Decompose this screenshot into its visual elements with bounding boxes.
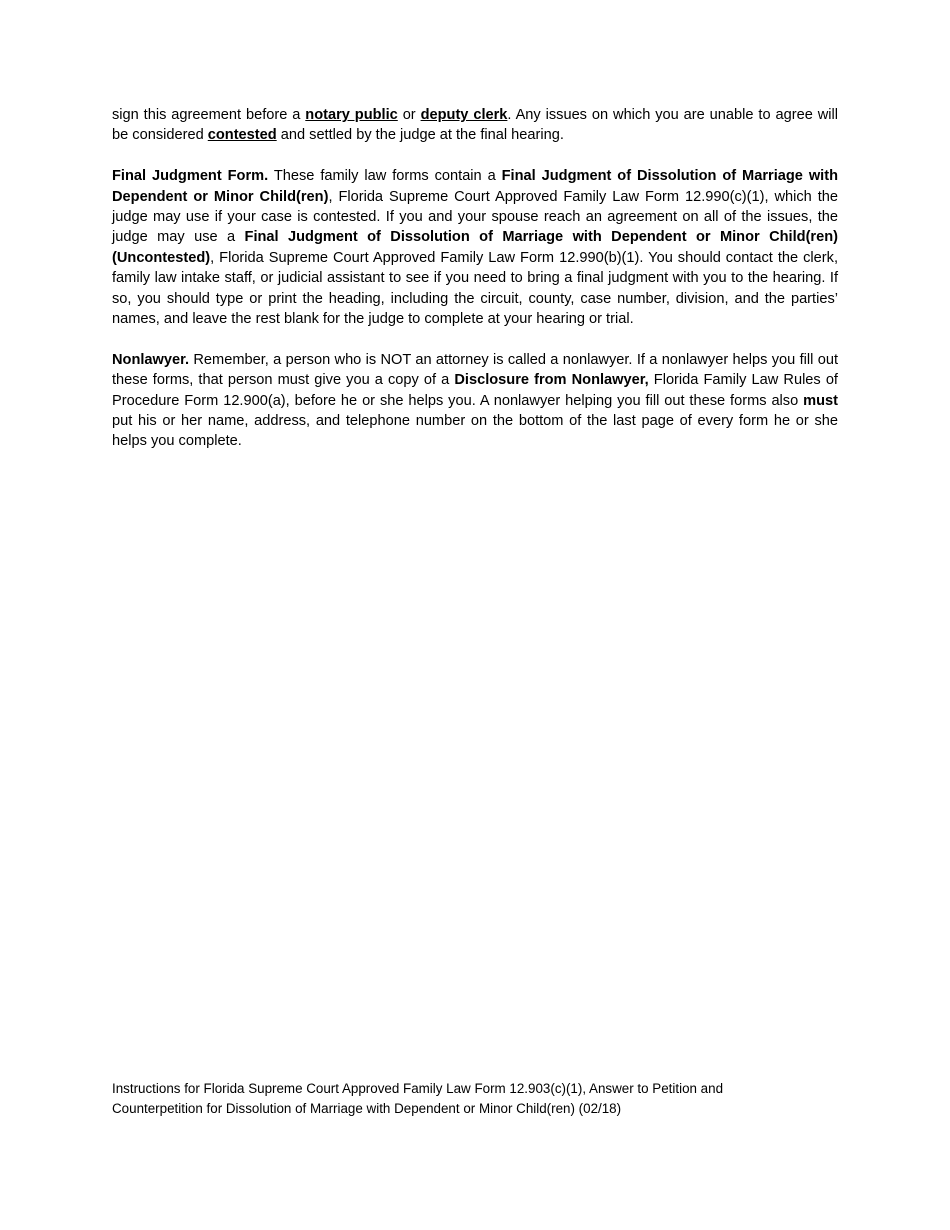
agreement-text-3: . Any issues on which you are unable to agree will be considered bbox=[112, 107, 838, 144]
final-judgment-text-3: , Florida Supreme Court Approved Family Law Form 12.990(b)(1). You should contact the clerk, family law intake staff, or judicial assistant to see if you need to bring a final judgment with you to the hearing. If so, you should type or print the heading, including the circuit, county, case number, division, and the parties’ names, and leave the rest blank for the judge to complete at your hearing or trial. bbox=[112, 249, 838, 328]
page-footer bbox=[112, 1079, 838, 1118]
disclosure-form-name: Disclosure from Nonlawyer, bbox=[454, 372, 649, 389]
agreement-text-2: or bbox=[397, 107, 421, 123]
final-judgment-form-name-contested: Final Judgment of Dissolution of Marriage with Dependent or Minor Child(ren) bbox=[112, 168, 838, 205]
nonlawyer-text-1: Remember, a person who is NOT an attorney is called a nonlawyer. If a nonlawyer helps you fill out these forms, that person must give you a copy of a bbox=[112, 351, 838, 389]
nonlawyer-text-3: put his or her name, address, and telephone number on the bottom of the last page of every form he or she helps you complete. bbox=[112, 413, 838, 450]
nonlawyer-heading: Nonlawyer. bbox=[112, 351, 190, 368]
final-judgment-form-name-uncontested: Final Judgment of Dissolution of Marriage with Dependent or Minor Child(ren) (Uncontested) bbox=[112, 229, 838, 266]
footer-line-2: Counterpetition for Dissolution of Marriage with Dependent or Minor Child(ren) (02/18) bbox=[112, 1100, 622, 1116]
footer-line-1: Instructions for Florida Supreme Court Approved Family Law Form 12.903(c)(1), Answer to Petition and bbox=[112, 1081, 724, 1096]
agreement-text-4: and settled by the judge at the final hearing. bbox=[276, 127, 564, 144]
agreement-paragraph bbox=[112, 105, 838, 146]
final-judgment-heading: Final Judgment Form. bbox=[112, 168, 269, 185]
final-judgment-text-2: , Florida Supreme Court Approved Family Law Form 12.990(c)(1), which the judge may use if your case is contested. If you and your spouse reach an agreement on all of the issues, the judge may use a bbox=[112, 188, 838, 246]
nonlawyer-text-2: Florida Family Law Rules of Procedure Form 12.900(a), before he or she helps you. A nonlawyer helping you fill out these forms also bbox=[112, 372, 838, 409]
final-judgment-text-1: These family law forms contain a bbox=[268, 168, 502, 185]
must-emphasis: must bbox=[803, 392, 838, 409]
final-judgment-paragraph bbox=[112, 166, 838, 329]
agreement-text-1: sign this agreement before a bbox=[112, 107, 306, 123]
deputy-clerk-term: deputy clerk bbox=[420, 107, 508, 123]
contested-term: contested bbox=[207, 127, 277, 144]
nonlawyer-paragraph bbox=[112, 350, 838, 452]
notary-public-term: notary public bbox=[305, 107, 398, 123]
instructions-body bbox=[112, 105, 838, 472]
